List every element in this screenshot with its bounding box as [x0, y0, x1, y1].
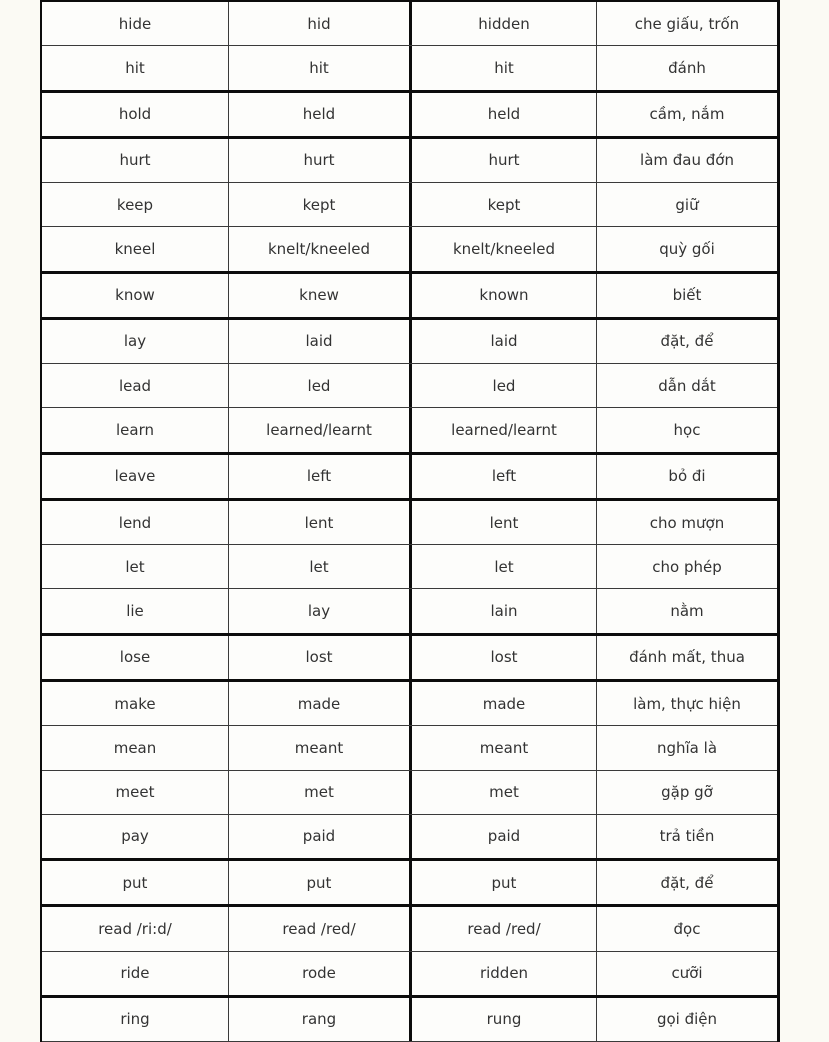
cell-past-participle: lain: [409, 589, 596, 632]
table-row: [42, 46, 777, 92]
cell-meaning-vi: dẫn dắt: [596, 364, 777, 407]
cell-past-simple: met: [228, 771, 409, 814]
cell-past-participle: made: [409, 682, 596, 725]
cell-past-simple: rang: [228, 998, 409, 1041]
cell-past-participle: kept: [409, 183, 596, 226]
cell-base-form: pay: [42, 815, 228, 858]
cell-meaning-vi: giữ: [596, 183, 777, 226]
cell-past-simple: hid: [228, 2, 409, 45]
cell-past-simple: kept: [228, 183, 409, 226]
table-row: [42, 589, 777, 635]
table-row: [42, 726, 777, 770]
cell-past-simple: left: [228, 455, 409, 498]
cell-past-participle: left: [409, 455, 596, 498]
cell-base-form: ride: [42, 952, 228, 995]
cell-meaning-vi: gặp gỡ: [596, 771, 777, 814]
table-row: [42, 861, 777, 907]
cell-meaning-vi: gọi điện: [596, 998, 777, 1041]
cell-meaning-vi: học: [596, 408, 777, 451]
cell-base-form: let: [42, 545, 228, 588]
table-row: [42, 501, 777, 545]
table-row: [42, 274, 777, 320]
table-row: [42, 320, 777, 364]
cell-base-form: learn: [42, 408, 228, 451]
cell-past-participle: hidden: [409, 2, 596, 45]
table-row: [42, 952, 777, 998]
cell-past-simple: put: [228, 861, 409, 904]
cell-meaning-vi: đọc: [596, 907, 777, 950]
table-row: [42, 93, 777, 139]
cell-base-form: put: [42, 861, 228, 904]
cell-base-form: lie: [42, 589, 228, 632]
cell-base-form: hit: [42, 46, 228, 89]
cell-past-participle: read /red/: [409, 907, 596, 950]
cell-past-simple: led: [228, 364, 409, 407]
cell-meaning-vi: làm, thực hiện: [596, 682, 777, 725]
table-row: [42, 183, 777, 227]
cell-base-form: ring: [42, 998, 228, 1041]
table-row: [42, 364, 777, 408]
cell-past-participle: ridden: [409, 952, 596, 995]
cell-past-participle: learned/learnt: [409, 408, 596, 451]
cell-base-form: keep: [42, 183, 228, 226]
cell-past-participle: knelt/kneeled: [409, 227, 596, 270]
cell-past-participle: lost: [409, 636, 596, 679]
table-row: [42, 682, 777, 726]
cell-past-simple: lost: [228, 636, 409, 679]
table-row: [42, 998, 777, 1042]
cell-meaning-vi: đánh mất, thua: [596, 636, 777, 679]
cell-base-form: know: [42, 274, 228, 317]
cell-meaning-vi: cưỡi: [596, 952, 777, 995]
cell-base-form: lend: [42, 501, 228, 544]
cell-past-participle: laid: [409, 320, 596, 363]
cell-past-simple: paid: [228, 815, 409, 858]
cell-base-form: leave: [42, 455, 228, 498]
table-row: [42, 815, 777, 861]
cell-past-simple: knelt/kneeled: [228, 227, 409, 270]
cell-past-participle: met: [409, 771, 596, 814]
cell-past-simple: laid: [228, 320, 409, 363]
irregular-verbs-table: [40, 0, 780, 1042]
cell-meaning-vi: cho phép: [596, 545, 777, 588]
cell-meaning-vi: cho mượn: [596, 501, 777, 544]
cell-past-participle: held: [409, 93, 596, 136]
cell-past-participle: hit: [409, 46, 596, 89]
cell-meaning-vi: che giấu, trốn: [596, 2, 777, 45]
cell-past-simple: knew: [228, 274, 409, 317]
cell-meaning-vi: nằm: [596, 589, 777, 632]
cell-base-form: mean: [42, 726, 228, 769]
cell-base-form: kneel: [42, 227, 228, 270]
cell-base-form: make: [42, 682, 228, 725]
cell-past-simple: learned/learnt: [228, 408, 409, 451]
table-row: [42, 636, 777, 682]
cell-past-simple: lent: [228, 501, 409, 544]
cell-meaning-vi: đặt, để: [596, 861, 777, 904]
cell-past-participle: hurt: [409, 139, 596, 182]
table-row: [42, 545, 777, 589]
cell-past-simple: let: [228, 545, 409, 588]
cell-past-simple: meant: [228, 726, 409, 769]
cell-past-simple: hurt: [228, 139, 409, 182]
cell-base-form: read /ri:d/: [42, 907, 228, 950]
table-row: [42, 139, 777, 183]
cell-base-form: meet: [42, 771, 228, 814]
cell-base-form: hold: [42, 93, 228, 136]
table-row: [42, 227, 777, 273]
cell-meaning-vi: đánh: [596, 46, 777, 89]
cell-meaning-vi: quỳ gối: [596, 227, 777, 270]
cell-past-participle: rung: [409, 998, 596, 1041]
cell-past-participle: known: [409, 274, 596, 317]
cell-past-participle: led: [409, 364, 596, 407]
cell-meaning-vi: trả tiền: [596, 815, 777, 858]
cell-meaning-vi: làm đau đớn: [596, 139, 777, 182]
cell-past-simple: read /red/: [228, 907, 409, 950]
cell-base-form: lay: [42, 320, 228, 363]
cell-past-simple: held: [228, 93, 409, 136]
cell-past-participle: put: [409, 861, 596, 904]
cell-past-participle: paid: [409, 815, 596, 858]
cell-past-participle: meant: [409, 726, 596, 769]
table-row: [42, 2, 777, 46]
cell-past-simple: hit: [228, 46, 409, 89]
table-row: [42, 455, 777, 501]
table-row: [42, 771, 777, 815]
cell-base-form: lose: [42, 636, 228, 679]
cell-past-simple: rode: [228, 952, 409, 995]
cell-meaning-vi: biết: [596, 274, 777, 317]
cell-meaning-vi: đặt, để: [596, 320, 777, 363]
table-row: [42, 907, 777, 951]
table-row: [42, 408, 777, 454]
cell-past-participle: lent: [409, 501, 596, 544]
cell-meaning-vi: cầm, nắm: [596, 93, 777, 136]
cell-past-simple: lay: [228, 589, 409, 632]
cell-meaning-vi: nghĩa là: [596, 726, 777, 769]
cell-base-form: hurt: [42, 139, 228, 182]
cell-base-form: hide: [42, 2, 228, 45]
cell-base-form: lead: [42, 364, 228, 407]
cell-past-simple: made: [228, 682, 409, 725]
cell-past-participle: let: [409, 545, 596, 588]
cell-meaning-vi: bỏ đi: [596, 455, 777, 498]
